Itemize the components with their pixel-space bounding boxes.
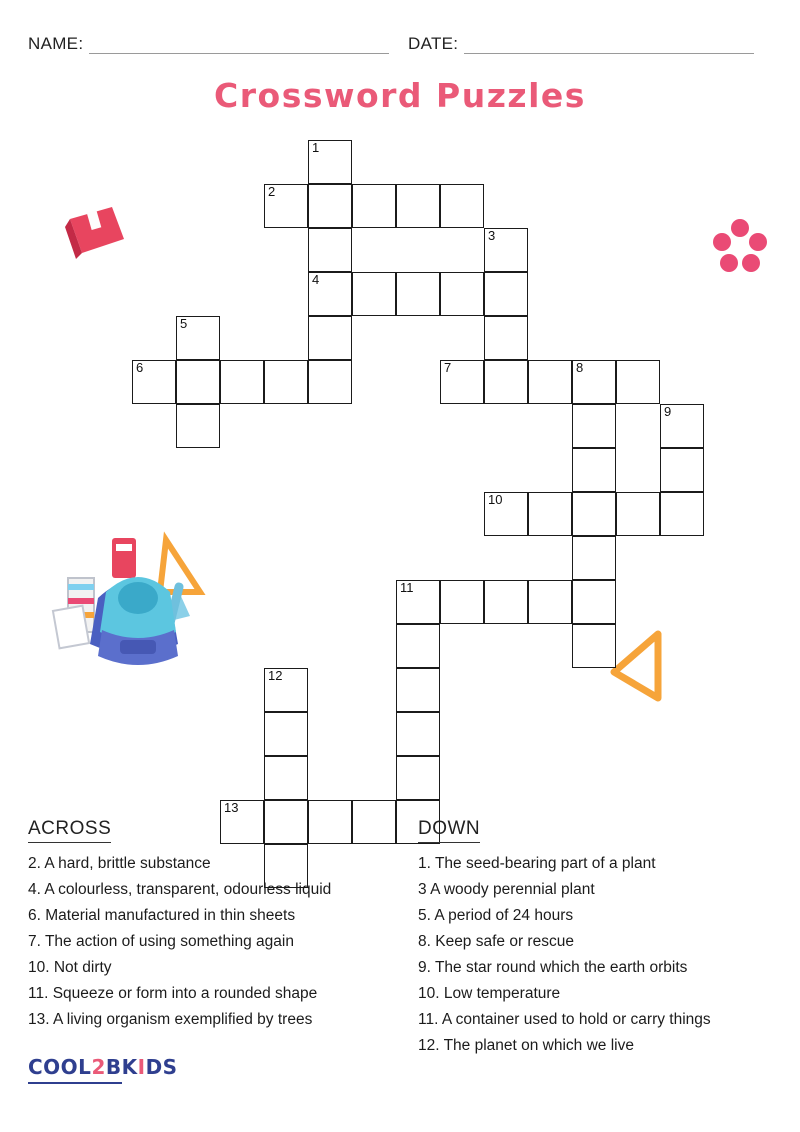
down-clue-item: 5. A period of 24 hours xyxy=(418,907,574,924)
down-clue-item: 10. Low temperature xyxy=(418,985,561,1002)
crossword-cell[interactable] xyxy=(220,360,264,404)
crossword-cell[interactable] xyxy=(308,360,352,404)
crossword-cell[interactable] xyxy=(440,360,484,404)
down-clue-item: 3 A woody perennial plant xyxy=(418,881,595,898)
logo-part-i: I xyxy=(137,1055,146,1079)
crossword-cell[interactable] xyxy=(264,756,308,800)
crossword-cell[interactable] xyxy=(528,580,572,624)
name-field[interactable] xyxy=(28,34,408,54)
crossword-cell[interactable] xyxy=(484,580,528,624)
name-write-line[interactable] xyxy=(89,35,389,54)
across-clue-item: 13. A living organism exemplified by trees xyxy=(28,1011,313,1028)
crossword-cell[interactable] xyxy=(352,184,396,228)
cell-number: 4 xyxy=(312,272,320,287)
date-field[interactable] xyxy=(408,34,772,54)
crossword-cell[interactable] xyxy=(132,360,176,404)
crossword-cell[interactable] xyxy=(572,360,616,404)
crossword-cell[interactable] xyxy=(396,580,440,624)
crossword-cell[interactable] xyxy=(396,272,440,316)
crossword-cell[interactable] xyxy=(572,580,616,624)
crossword-cell[interactable] xyxy=(572,404,616,448)
crossword-cell[interactable] xyxy=(308,272,352,316)
down-clues xyxy=(0,818,800,1059)
crossword-cell[interactable] xyxy=(396,624,440,668)
name-label: NAME: xyxy=(28,34,84,53)
across-clue-item: 10. Not dirty xyxy=(28,959,112,976)
crossword-cell[interactable] xyxy=(308,184,352,228)
crossword-cell[interactable] xyxy=(264,712,308,756)
crossword-cell[interactable] xyxy=(308,140,352,184)
crossword-cell[interactable] xyxy=(484,272,528,316)
cell-number: 6 xyxy=(136,360,144,375)
across-clue-item: 4. A colourless, transparent, odourless liquid xyxy=(28,881,332,898)
logo-part-cool: COOL xyxy=(28,1055,92,1079)
crossword-cell[interactable] xyxy=(660,492,704,536)
clues-section xyxy=(0,818,800,1054)
crossword-cell[interactable] xyxy=(440,184,484,228)
crossword-cell[interactable] xyxy=(616,492,660,536)
crossword-cell[interactable] xyxy=(484,316,528,360)
logo-part-two: 2 xyxy=(91,1055,106,1079)
cell-number: 1 xyxy=(312,140,320,155)
brand-logo xyxy=(28,1055,178,1079)
crossword-cell[interactable] xyxy=(264,360,308,404)
cell-number: 8 xyxy=(576,360,584,375)
crossword-cell[interactable] xyxy=(572,448,616,492)
cell-number: 12 xyxy=(268,668,283,683)
crossword-cell[interactable] xyxy=(572,492,616,536)
down-clue-list xyxy=(418,851,800,1059)
crossword-cell[interactable] xyxy=(396,712,440,756)
cell-number: 2 xyxy=(268,184,276,199)
crossword-cell[interactable] xyxy=(396,184,440,228)
down-clue-item: 12. The planet on which we live xyxy=(418,1037,634,1054)
down-clue-item: 8. Keep safe or rescue xyxy=(418,933,574,950)
crossword-cell[interactable] xyxy=(528,492,572,536)
cell-number: 10 xyxy=(488,492,503,507)
crossword-cell[interactable] xyxy=(440,580,484,624)
crossword-cell[interactable] xyxy=(308,316,352,360)
crossword-cell[interactable] xyxy=(528,360,572,404)
logo-part-ds: DS xyxy=(145,1055,178,1079)
crossword-cell[interactable] xyxy=(484,228,528,272)
logo-underline xyxy=(28,1082,122,1084)
across-clue-item: 6. Material manufactured in thin sheets xyxy=(28,907,296,924)
down-clue-item: 9. The star round which the earth orbits xyxy=(418,959,688,976)
crossword-cell[interactable] xyxy=(616,360,660,404)
cell-number: 5 xyxy=(180,316,188,331)
logo-part-bk: BK xyxy=(105,1055,138,1079)
crossword-cell[interactable] xyxy=(484,360,528,404)
crossword-cell[interactable] xyxy=(176,404,220,448)
page-title: Crossword Puzzles xyxy=(214,76,586,115)
across-clue-item: 7. The action of using something again xyxy=(28,933,294,950)
crossword-cell[interactable] xyxy=(572,624,616,668)
crossword-cell[interactable] xyxy=(396,756,440,800)
crossword-cell[interactable] xyxy=(264,184,308,228)
crossword-cell[interactable] xyxy=(660,448,704,492)
worksheet-header xyxy=(28,34,772,54)
across-clue-item: 11. Squeeze or form into a rounded shape xyxy=(28,985,318,1002)
down-clue-item: 1. The seed-bearing part of a plant xyxy=(418,855,656,872)
cell-number: 13 xyxy=(224,800,239,815)
cell-number: 3 xyxy=(488,228,496,243)
cell-number: 7 xyxy=(444,360,452,375)
crossword-cell[interactable] xyxy=(176,316,220,360)
crossword-cell[interactable] xyxy=(176,360,220,404)
crossword-cell[interactable] xyxy=(572,536,616,580)
crossword-cell[interactable] xyxy=(308,228,352,272)
crossword-cell[interactable] xyxy=(660,404,704,448)
down-clue-item: 11. A container used to hold or carry things xyxy=(418,1011,711,1028)
crossword-cell[interactable] xyxy=(484,492,528,536)
crossword-cell[interactable] xyxy=(352,272,396,316)
across-heading: ACROSS xyxy=(28,818,111,843)
cell-number: 11 xyxy=(400,580,414,595)
crossword-cell[interactable] xyxy=(440,272,484,316)
across-clue-item: 2. A hard, brittle substance xyxy=(28,855,211,872)
date-write-line[interactable] xyxy=(464,35,754,54)
date-label: DATE: xyxy=(408,34,459,53)
cell-number: 9 xyxy=(664,404,672,419)
crossword-cell[interactable] xyxy=(264,668,308,712)
down-heading: DOWN xyxy=(418,818,480,843)
crossword-grid[interactable] xyxy=(0,120,800,840)
crossword-cell[interactable] xyxy=(396,668,440,712)
